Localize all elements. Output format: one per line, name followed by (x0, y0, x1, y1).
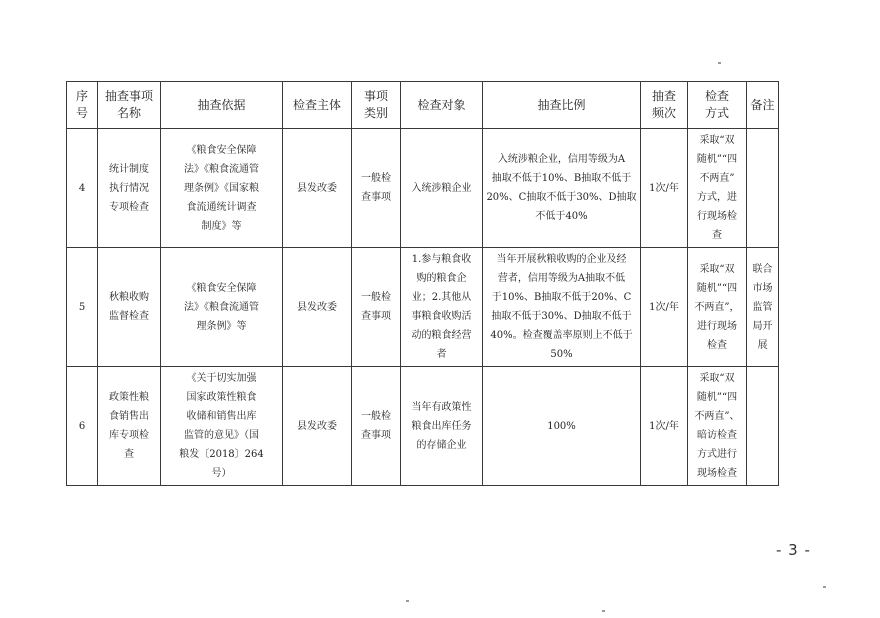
table-row (67, 129, 779, 248)
inspection-table (66, 81, 779, 486)
scan-speck (406, 600, 409, 602)
cell-item: 政策性粮 食销售出 库专项检 查 (98, 367, 161, 486)
cell-target: 入统涉粮企业 (401, 129, 483, 248)
cell-frequency: 1次/年 (641, 129, 688, 248)
cell-method: 采取“双 随机”“四 不两直”、 暗访检查 方式进行 现场检查 (688, 367, 747, 486)
cell-target: 当年有政策性 粮食出库任务 的存储企业 (401, 367, 483, 486)
scan-speck (602, 610, 605, 612)
header-subject: 检查主体 (283, 82, 352, 129)
cell-seq: 4 (67, 129, 98, 248)
header-item: 抽查事项 名称 (98, 82, 161, 129)
cell-subject: 县发改委 (283, 248, 352, 367)
cell-note: 联合 市场 监管 局开 展 (747, 248, 779, 367)
cell-category: 一般检 查事项 (352, 367, 401, 486)
header-target: 检查对象 (401, 82, 483, 129)
page-number: - 3 - (776, 541, 811, 559)
cell-item: 统计制度 执行情况 专项检查 (98, 129, 161, 248)
table-row (67, 248, 779, 367)
cell-note (747, 129, 779, 248)
cell-frequency: 1次/年 (641, 367, 688, 486)
cell-ratio: 100% (483, 367, 641, 486)
cell-basis: 《粮食安全保障 法》《粮食流通管 理条例》《国家粮 食流通统计调查 制度》等 (161, 129, 283, 248)
cell-target: 1.参与粮食收 购的粮食企 业；2.其他从 事粮食收购活 动的粮食经营 者 (401, 248, 483, 367)
header-method: 检查 方式 (688, 82, 747, 129)
table-header-row (67, 82, 779, 129)
cell-seq: 6 (67, 367, 98, 486)
cell-method: 采取“双 随机”“四 不两直” 方式，进 行现场检 查 (688, 129, 747, 248)
header-category: 事项 类别 (352, 82, 401, 129)
cell-category: 一般检 查事项 (352, 248, 401, 367)
cell-subject: 县发改委 (283, 367, 352, 486)
cell-item: 秋粮收购 监督检查 (98, 248, 161, 367)
cell-seq: 5 (67, 248, 98, 367)
cell-frequency: 1次/年 (641, 248, 688, 367)
cell-basis: 《关于切实加强 国家政策性粮食 收储和销售出库 监管的意见》（国 粮发〔2018〕264 号） (161, 367, 283, 486)
cell-method: 采取“双 随机”“四 不两直”， 进行现场 检查 (688, 248, 747, 367)
cell-basis: 《粮食安全保障 法》《粮食流通管 理条例》等 (161, 248, 283, 367)
scan-speck (718, 62, 721, 64)
header-frequency: 抽查 频次 (641, 82, 688, 129)
scan-speck (823, 586, 826, 588)
header-basis: 抽查依据 (161, 82, 283, 129)
cell-subject: 县发改委 (283, 129, 352, 248)
header-note: 备注 (747, 82, 779, 129)
table-row (67, 367, 779, 486)
header-ratio: 抽查比例 (483, 82, 641, 129)
cell-ratio: 当年开展秋粮收购的企业及经 营者，信用等级为A抽取不低 于10%、B抽取不低于20%、C 抽取不低于30%、D抽取不低于 40%。检查覆盖率原则上不低于 50% (483, 248, 641, 367)
cell-ratio: 入统涉粮企业，信用等级为A 抽取不低于10%、B抽取不低于 20%、C抽取不低于30%、D抽取 不低于40% (483, 129, 641, 248)
cell-note (747, 367, 779, 486)
cell-category: 一般检 查事项 (352, 129, 401, 248)
header-seq: 序 号 (67, 82, 98, 129)
